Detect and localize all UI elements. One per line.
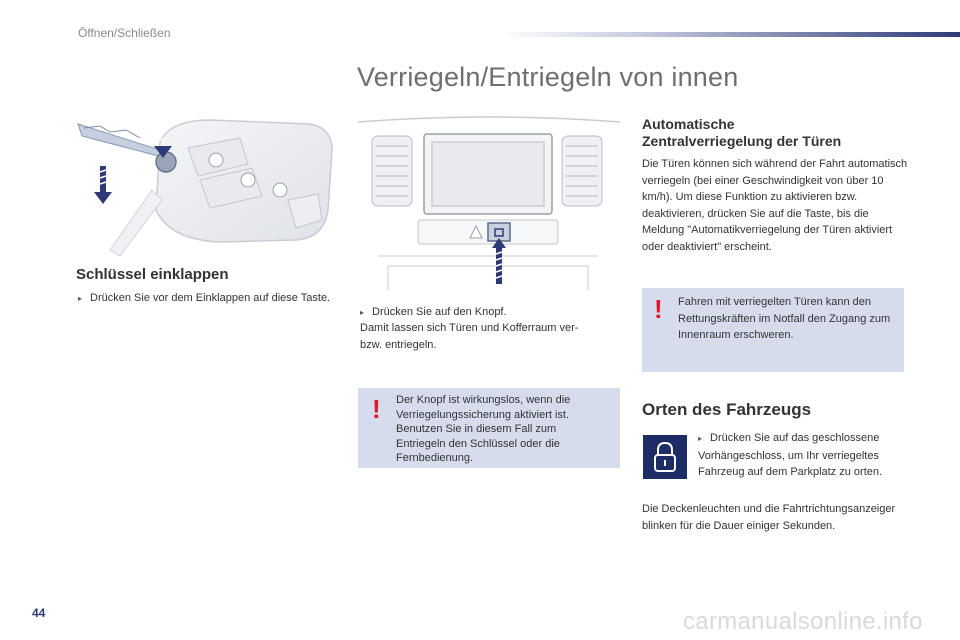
bullet-icon: ▸: [78, 294, 83, 303]
warning-text: Der Knopf ist wirkungslos, wenn die Verriegelungssicherung aktiviert ist. Benutzen Sie in diesem Fall zum Entriegeln den Schlüssel oder die Fernbedienung.: [396, 394, 571, 464]
section-label: Öffnen/Schließen: [78, 26, 171, 40]
key-fold-heading: Schlüssel einklappen: [76, 266, 229, 283]
header-bar: [500, 32, 960, 37]
page-title: Verriegeln/Entriegeln von innen: [357, 62, 739, 92]
auto-lock-heading-line2: Zentralverriegelung der Türen: [642, 133, 842, 149]
warning-icon: !: [372, 394, 381, 424]
warning-box-lock-button: [358, 388, 620, 468]
locate-vehicle-heading: Orten des Fahrzeugs: [642, 400, 812, 419]
warning-icon: !: [654, 294, 663, 324]
page-number: 44: [32, 606, 46, 620]
padlock-icon: [643, 435, 687, 479]
watermark: carmanualsonline.info: [683, 608, 923, 635]
bullet-icon: ▸: [698, 434, 703, 443]
key-fold-bullet-text: Drücken Sie vor dem Einklappen auf diese Taste.: [90, 292, 331, 304]
warning-box-auto-lock: [642, 288, 904, 372]
locate-vehicle-bullet-text: Drücken Sie auf das geschlossene Vorhängeschloss, um Ihr verriegeltes Fahrzeug auf dem Parkplatz zu orten.: [698, 432, 883, 478]
dashboard-illustration: [358, 108, 620, 290]
locate-vehicle-bullet: [698, 430, 904, 481]
key-fold-illustration: [70, 110, 340, 258]
button-bullet: [360, 304, 620, 322]
button-description: Damit lassen sich Türen und Kofferraum ver- bzw. entriegeln.: [360, 322, 579, 351]
warning-text: Fahren mit verriegelten Türen kann den Rettungskräften im Notfall den Zugang zum Innenraum erschweren.: [678, 296, 891, 341]
locate-vehicle-description: Die Deckenleuchten und die Fahrtrichtungsanzeiger blinken für die Dauer einiger Sekunden.: [642, 503, 896, 532]
bullet-icon: ▸: [360, 308, 365, 317]
padlock-button-icon: [643, 435, 687, 479]
auto-lock-description: Die Türen können sich während der Fahrt automatisch verriegeln (bei einer Geschwindigkeit von über 10 km/h). Um diese Funktion zu aktivieren bzw. deaktivieren, drücken Sie auf die Taste, bis die Meldung "Automatikverriegelung der Türen aktiviert oder deaktiviert" erscheint.: [642, 158, 908, 253]
button-bullet-text: Drücken Sie auf den Knopf.: [372, 306, 507, 318]
auto-lock-heading-line1: Automatische: [642, 116, 735, 132]
key-fold-bullet: [78, 290, 348, 308]
